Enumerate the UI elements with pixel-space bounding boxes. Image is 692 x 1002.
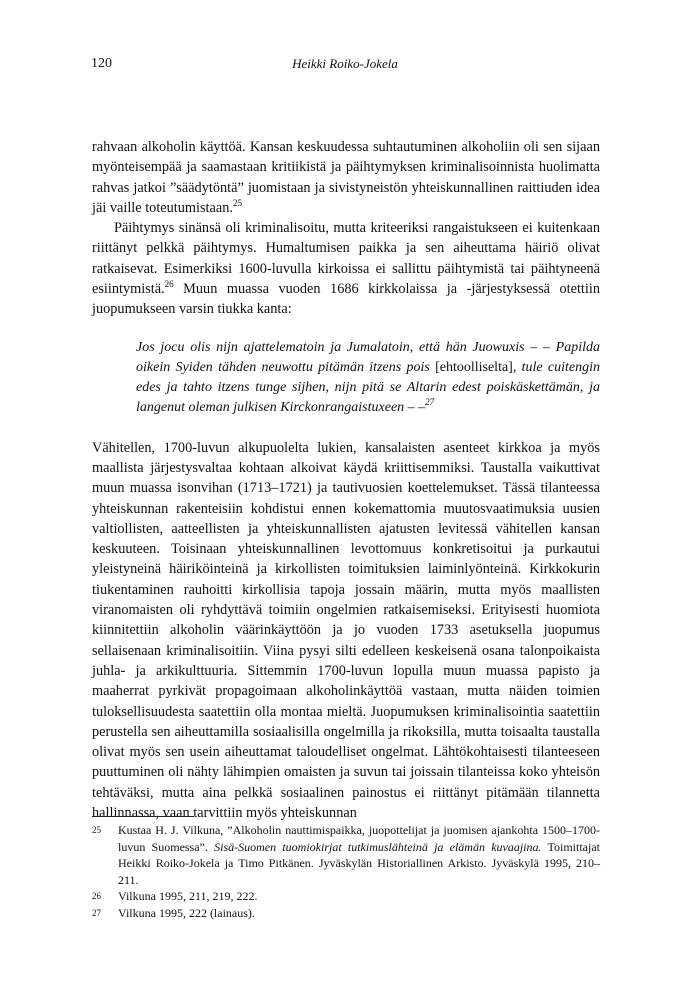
running-head: Heikki Roiko-Jokela bbox=[292, 56, 398, 71]
footnote-text: Vilkuna 1995, 211, 219, 222. bbox=[118, 889, 258, 903]
footnote-text: Toimittajat Heikki Roiko-Jokela ja Timo Pitkänen. Jyväskylän Historiallinen Arkisto. Jyväskylä 1995, 210–211. bbox=[118, 839, 601, 887]
paragraph bbox=[92, 218, 600, 319]
paragraph-text: rahvaan alkoholin käyttöä. Kansan keskuudessa suhtautuminen alkoholiin oli sen sijaan myönteisempää ja saamastaan kritiikistä ja päihtymyksen kriminalisoinnista huolimatta rahvas jatkoi ”säädytöntä” juomistaan ja sivistyneistön yhteiskunnallinen raittiuden idea jäi vaille toteutumistaan. bbox=[92, 139, 600, 216]
paragraph-text: Päihtymys sinänsä oli kriminalisoitu, mutta kriteeriksi rangaistukseen ei kuitenkaan riittänyt pelkkä päihtymys. Humaltumisen paikka ja sen aiheuttama häiriö olivat ratkaisevat. Esimerkiksi 1600-luvulla kirkoissa ei sallittu päihtymistä tai päihtyneenä esiintymistä. bbox=[92, 220, 600, 298]
page-number: 120 bbox=[91, 56, 112, 71]
footnote-ref: 27 bbox=[425, 396, 435, 407]
footnote bbox=[92, 888, 600, 905]
footnote-text: Vilkuna 1995, 222 (lainaus). bbox=[118, 905, 255, 920]
footnote-ref: 25 bbox=[232, 197, 242, 208]
paragraph-text: Muun muassa vuoden 1686 kirkkolaissa ja -järjestyksessä otettiin juopumukseen varsin tiukka kanta: bbox=[92, 281, 600, 318]
footnote-divider bbox=[92, 816, 194, 817]
footnote-text: Kustaa H. J. Vilkuna, ”Alkoholin nauttimispaikka, juopottelijat ja juomisen ajankohta 1500–1700-luvun Suomessa”. bbox=[118, 823, 600, 854]
footnote-number: 26 bbox=[92, 891, 101, 901]
footnote bbox=[92, 905, 600, 922]
footnotes bbox=[92, 822, 600, 921]
quote-text: , tule cuitengin edes ja tahto itzens tunge sijhen, nijn pitä se Altarin edest poiskäskettämän, ja langenut oleman julkisen Kirckonrangaistuxeen – – bbox=[136, 359, 601, 415]
quote-insertion: [ehtoolliselta] bbox=[435, 359, 513, 375]
body-text bbox=[92, 137, 600, 823]
paragraph-text: Vähitellen, 1700-luvun alkupuolelta lukien, kansalaisten asenteet kirkkoa ja myös maallista järjestysvaltaa kohtaan alkoivat käydä kriittisemmiksi. Taustalla vaikuttivat muun muassa isonvihan (1713–1721) ja tautivuosien koettelemukset. Tässä tilanteessa yhteiskunnan rakenteisiin kohdistui ennen kokemattomia muutosvaatimuksia uusien valtiollisten, aatteellisten ja yhteiskunnallisten ajatusten levitessä vähitellen kansan keskuuteen. Toisinaan yhteiskunnallinen levottomuus konkretisoitui ja purkautui yleistyneinä häiriköinteinä ja kirkollisten toimituksien laiminlyönteinä. Kirkkokurin tiukentaminen rauhoitti kirkollisia tapoja jossain määrin, mutta myös maallisten viranomaisten oli ryhdyttävä toimiin ongelmien ratkaisemiseksi. Erityisesti huomiota kiinnitettiin alkoholin väärinkäyttöön ja jo vuoden 1733 asetuksella juopumus sellaisenaan kriminalisoitiin. Viina pysyi silti edelleen keskeisenä osana talonpoikaista juhla- ja arkikulttuuria. Sittemmin 1700-luvun lopulla muun muassa papisto ja maaherrat pyrkivät propagoimaan alkoholinkäyttöä vastaan, mutta näiden toimien tuloksellisuudesta saatettiin olla montaa mieltä. Juopumuksen kriminalisointia saatettiin perustella sen aiheuttamilla sosiaalisilla ongelmilla ja rikoksilla, mutta toisaalta taustalla olivat myös sen usein aiheuttamat taloudelliset ongelmat. Lähtökohtaisesti tilanteeseen puuttuminen oli nähty lähimpien omaisten ja suvun tai joissain tilanteissa koko yhteisön tehtäväksi, mutta aina pelkkä sosiaalinen painostus ei riittänyt pitämään tilannetta hallinnassa, vaan tarvittiin myös yhteiskunnan bbox=[92, 439, 600, 822]
footnote-number: 27 bbox=[92, 907, 101, 918]
footnote-number: 25 bbox=[92, 825, 101, 835]
footnote bbox=[92, 822, 600, 888]
page-header bbox=[91, 56, 599, 76]
footnote-ref: 26 bbox=[164, 279, 174, 290]
footnote-title: Sisä-Suomen tuomiokirjat tutkimuslähteinä ja elämän kuvaajina. bbox=[214, 839, 542, 854]
quote-text: Jos jocu olis nijn ajattelematoin ja Jumalatoin, että hän Juowuxis – – Papilda oikein Syiden tähden neuwottu pitämän itzens pois bbox=[136, 339, 600, 375]
paragraph bbox=[92, 438, 600, 824]
block-quote bbox=[92, 338, 600, 418]
paragraph bbox=[92, 137, 600, 218]
